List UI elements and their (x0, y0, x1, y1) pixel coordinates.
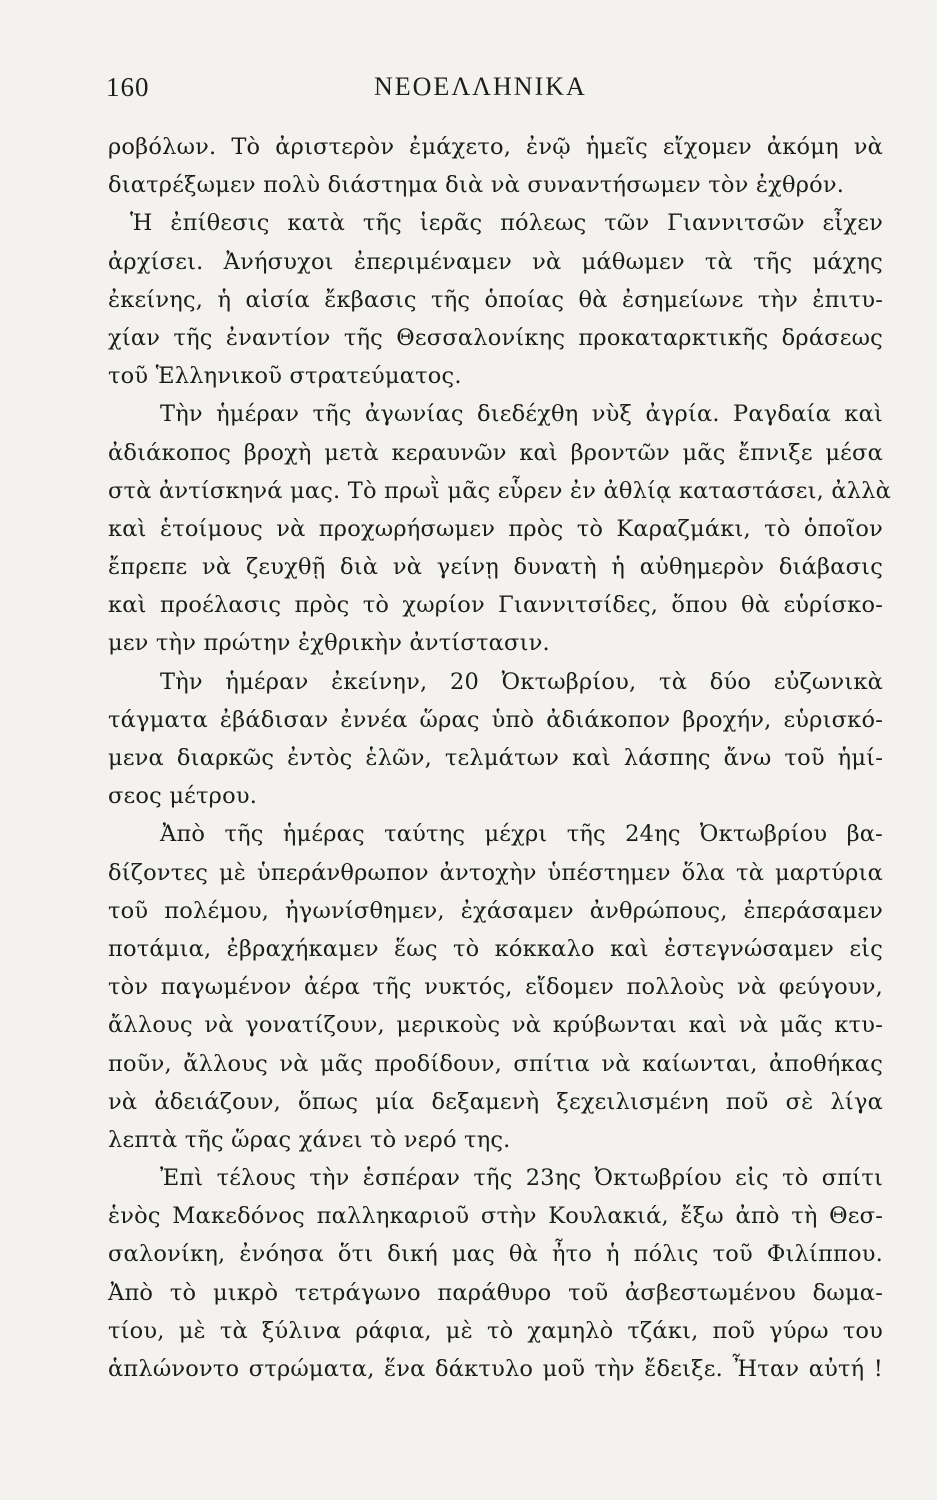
text-line: τὸν παγωμένον ἀέρα τῆς νυκτός, εἴδομεν πολλοὺς νὰ φεύγουν, (108, 974, 883, 1001)
text-line: τοῦ πολέμου, ἠγωνίσθημεν, ἐχάσαμεν ἀνθρώπους, ἐπεράσαμεν (108, 897, 883, 924)
text-line: στὰ ἀντίσκηνά μας. Τὸ πρωῒ μᾶς εὗρεν ἐν ἀθλίᾳ καταστάσει, ἀλλὰ (108, 477, 892, 504)
text-line: ἐκείνης, ἡ αἰσία ἔκβασις τῆς ὁποίας θὰ ἐσημείωνε τὴν ἐπιτυ- (108, 286, 883, 313)
text-line: Ἀπὸ τῆς ἡμέρας ταύτης μέχρι τῆς 24ης Ὀκτωβρίου βα- (160, 821, 883, 848)
text-line: νὰ ἀδειάζουν, ὅπως μία δεξαμενὴ ξεχειλισμένη ποῦ σὲ λίγα (108, 1088, 883, 1115)
text-line: τίου, μὲ τὰ ξύλινα ράφια, μὲ τὸ χαμηλὸ τζάκι, ποῦ γύρω του (108, 1317, 883, 1344)
text-line: καὶ προέλασις πρὸς τὸ χωρίον Γιαννιτσίδες, ὅπου θὰ εὑρίσκο- (108, 592, 883, 619)
text-line: ποτάμια, ἐβραχήκαμεν ἕως τὸ κόκκαλο καὶ ἐστεγνώσαμεν εἰς (108, 935, 883, 962)
text-line: χίαν τῆς ἐναντίον τῆς Θεσσαλονίκης προκαταρκτικῆς δράσεως (108, 324, 883, 351)
text-line: Τὴν ἡμέραν τῆς ἀγωνίας διεδέχθη νὺξ ἀγρία. Ραγδαία καὶ (160, 401, 883, 428)
text-line: Ἡ ἐπίθεσις κατὰ τῆς ἱερᾶς πόλεως τῶν Γιαννιτσῶν εἶχεν (130, 210, 883, 237)
text-line: λεπτὰ τῆς ὥρας χάνει τὸ νερό της. (108, 1126, 511, 1153)
text-line: ἀδιάκοπος βροχὴ μετὰ κεραυνῶν καὶ βροντῶν μᾶς ἔπνιξε μέσα (108, 439, 883, 466)
text-line: ἄλλους νὰ γονατίζουν, μερικοὺς νὰ κρύβωνται καὶ νὰ μᾶς κτυ- (108, 1012, 883, 1039)
text-line: μεν τὴν πρώτην ἐχθρικὴν ἀντίστασιν. (108, 630, 550, 657)
text-line: δίζοντες μὲ ὑπεράνθρωπον ἀντοχὴν ὑπέστημεν ὅλα τὰ μαρτύρια (108, 859, 883, 886)
page-header (106, 72, 877, 112)
text-line: ἔπρεπε νὰ ζευχθῇ διὰ νὰ γείνῃ δυνατὴ ἡ αὐθημερὸν διάβασις (108, 554, 883, 581)
text-line: σεος μέτρου. (108, 783, 258, 810)
text-line: σαλονίκη, ἐνόησα ὅτι δική μας θὰ ἦτο ἡ πόλις τοῦ Φιλίππου. (108, 1241, 883, 1268)
text-line: καὶ ἑτοίμους νὰ προχωρήσωμεν πρὸς τὸ Καραζμάκι, τὸ ὁποῖον (108, 515, 883, 542)
text-line: τάγματα ἐβάδισαν ἐννέα ὥρας ὑπὸ ἀδιάκοπον βροχήν, εὑρισκό- (108, 706, 883, 733)
text-line: ροβόλων. Τὸ ἀριστερὸν ἐμάχετο, ἐνῷ ἡμεῖς εἴχομεν ἀκόμη νὰ (108, 134, 883, 160)
text-line: μενα διαρκῶς ἐντὸς ἑλῶν, τελμάτων καὶ λάσπης ἄνω τοῦ ἡμί- (108, 745, 883, 771)
running-head: ΝΕΟΕΛΛΗΝΙΚΑ (374, 72, 587, 101)
text-line: ποῦν, ἄλλους νὰ μᾶς προδίδουν, σπίτια νὰ καίωνται, ἀποθήκας (108, 1050, 883, 1077)
text-line: ἁπλώνοντο στρώματα, ἕνα δάκτυλο μοῦ τὴν ἔδειξε. Ἦταν αὐτή ! (108, 1356, 883, 1382)
text-line: διατρέξωμεν πολὺ διάστημα διὰ νὰ συναντήσωμεν τὸν ἐχθρόν. (108, 172, 845, 199)
page-number: 160 (106, 72, 150, 102)
text-line: Τὴν ἡμέραν ἐκείνην, 20 Ὀκτωβρίου, τὰ δύο εὐζωνικὰ (160, 668, 883, 695)
text-line: ἑνὸς Μακεδόνος παλληκαριοῦ στὴν Κουλακιά, ἔξω ἀπὸ τὴ Θεσ- (108, 1203, 883, 1230)
body-text (108, 128, 892, 1388)
text-line: Ἀπὸ τὸ μικρὸ τετράγωνο παράθυρο τοῦ ἀσβεστωμένου δωμα- (108, 1279, 883, 1306)
text-line: ἀρχίσει. Ἀνήσυχοι ἐπεριμέναμεν νὰ μάθωμεν τὰ τῆς μάχης (108, 248, 883, 275)
text-line: τοῦ Ἑλληνικοῦ στρατεύματος. (108, 363, 462, 390)
text-line: Ἐπὶ τέλους τὴν ἑσπέραν τῆς 23ης Ὀκτωβρίου εἰς τὸ σπίτι (160, 1165, 883, 1192)
